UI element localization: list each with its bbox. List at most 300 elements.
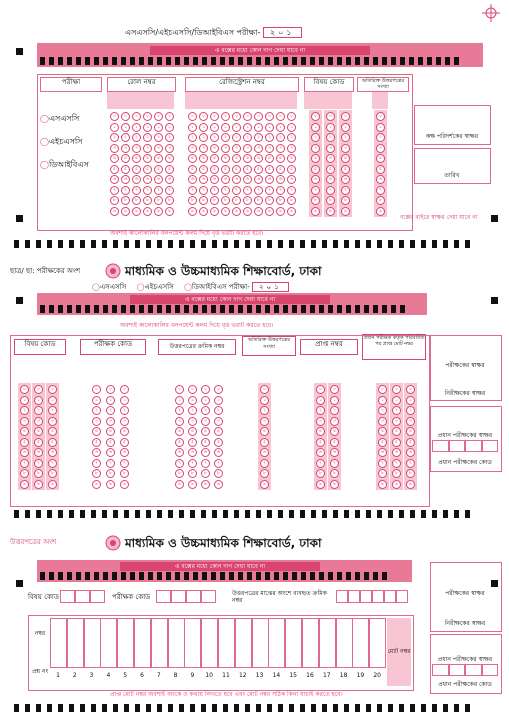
answer-bubble[interactable]: ৬ xyxy=(214,448,223,457)
marks-cell[interactable] xyxy=(319,618,336,668)
answer-bubble[interactable]: ৫ xyxy=(199,165,208,174)
answer-bubble[interactable]: ৯ xyxy=(143,207,152,216)
option-hsc-radio[interactable]: ◯ xyxy=(136,283,145,291)
answer-bubble[interactable]: ০ xyxy=(341,112,350,121)
answer-bubble[interactable]: ৯ xyxy=(175,480,184,489)
answer-bubble[interactable]: ৩ xyxy=(132,144,141,153)
answer-bubble[interactable]: ০ xyxy=(221,112,230,121)
head-code-cells[interactable] xyxy=(432,664,498,676)
answer-bubble[interactable]: ১ xyxy=(199,123,208,132)
head-sign-label[interactable]: প্রধান পরীক্ষকের স্বাক্ষর xyxy=(437,656,493,663)
answer-bubble[interactable]: ১ xyxy=(232,123,241,132)
answer-bubble[interactable]: ২ xyxy=(106,406,115,415)
exam-year-box[interactable]: ২০১ xyxy=(263,27,302,38)
answer-bubble[interactable]: ৮ xyxy=(154,196,163,205)
answer-bubble[interactable]: ৪ xyxy=(341,154,350,163)
answer-bubble[interactable]: ৯ xyxy=(392,480,401,489)
exam-year-box[interactable]: ২০১ xyxy=(252,282,289,292)
answer-bubble[interactable]: ৮ xyxy=(143,196,152,205)
answer-bubble[interactable]: ৬ xyxy=(376,175,385,184)
answer-bubble[interactable]: ৫ xyxy=(276,165,285,174)
marks-cell[interactable] xyxy=(117,618,134,668)
answer-bubble[interactable]: ০ xyxy=(260,385,269,394)
answer-bubble[interactable]: ৩ xyxy=(376,144,385,153)
answer-bubble[interactable]: ৭ xyxy=(188,459,197,468)
answer-bubble[interactable]: ৮ xyxy=(121,196,130,205)
answer-bubble[interactable]: ১ xyxy=(406,396,415,405)
answer-bubble[interactable]: ৭ xyxy=(221,186,230,195)
answer-bubble[interactable]: ০ xyxy=(311,112,320,121)
answer-bubble[interactable]: ৪ xyxy=(175,427,184,436)
answer-bubble[interactable]: ৬ xyxy=(48,448,57,457)
answer-bubble[interactable]: ২ xyxy=(34,406,43,415)
answer-bubble[interactable]: ৩ xyxy=(254,144,263,153)
answer-bubble[interactable]: ৫ xyxy=(287,165,296,174)
answer-bubble[interactable]: ৩ xyxy=(311,144,320,153)
answer-bubble[interactable]: ১ xyxy=(210,123,219,132)
answer-bubble[interactable]: ৯ xyxy=(254,207,263,216)
answer-bubble[interactable]: ৫ xyxy=(341,165,350,174)
answer-bubble[interactable]: ০ xyxy=(199,112,208,121)
answer-bubble[interactable]: ৮ xyxy=(392,469,401,478)
answer-bubble[interactable]: ০ xyxy=(254,112,263,121)
answer-bubble[interactable]: ০ xyxy=(175,385,184,394)
answer-bubble[interactable]: ২ xyxy=(110,133,119,142)
marks-cell[interactable] xyxy=(218,618,235,668)
answer-bubble[interactable]: ৮ xyxy=(92,469,101,478)
answer-bubble[interactable]: ৩ xyxy=(120,417,129,426)
marks-cell[interactable] xyxy=(369,618,386,668)
answer-bubble[interactable]: ৭ xyxy=(199,186,208,195)
answer-bubble[interactable]: ৭ xyxy=(20,459,29,468)
answer-bubble[interactable]: ৫ xyxy=(106,438,115,447)
answer-bubble[interactable]: ৭ xyxy=(110,186,119,195)
marks-cell[interactable] xyxy=(201,618,218,668)
answer-bubble[interactable]: ০ xyxy=(210,112,219,121)
answer-bubble[interactable]: ১ xyxy=(214,396,223,405)
answer-bubble[interactable]: ৪ xyxy=(378,427,387,436)
answer-bubble[interactable]: ১ xyxy=(243,123,252,132)
answer-bubble[interactable]: ০ xyxy=(214,385,223,394)
answer-bubble[interactable]: ৭ xyxy=(132,186,141,195)
answer-bubble[interactable]: ০ xyxy=(392,385,401,394)
answer-bubble[interactable]: ৬ xyxy=(199,175,208,184)
answer-bubble[interactable]: ৮ xyxy=(20,469,29,478)
answer-bubble[interactable]: ৩ xyxy=(287,144,296,153)
roll-writein[interactable] xyxy=(107,92,174,109)
answer-bubble[interactable]: ৫ xyxy=(188,438,197,447)
answer-bubble[interactable]: ০ xyxy=(154,112,163,121)
answer-bubble[interactable]: ২ xyxy=(378,406,387,415)
answer-bubble[interactable]: ৯ xyxy=(221,207,230,216)
answer-bubble[interactable]: ৯ xyxy=(210,207,219,216)
answer-bubble[interactable]: ৯ xyxy=(120,480,129,489)
marks-cell[interactable] xyxy=(252,618,269,668)
answer-bubble[interactable]: ৩ xyxy=(243,144,252,153)
answer-bubble[interactable]: ৩ xyxy=(175,417,184,426)
answer-bubble[interactable]: ২ xyxy=(330,406,339,415)
answer-bubble[interactable]: ৭ xyxy=(201,459,210,468)
answer-bubble[interactable]: ৬ xyxy=(276,175,285,184)
answer-bubble[interactable]: ৯ xyxy=(92,480,101,489)
answer-bubble[interactable]: ১ xyxy=(326,123,335,132)
answer-bubble[interactable]: ৪ xyxy=(110,154,119,163)
answer-bubble[interactable]: ৮ xyxy=(326,196,335,205)
answer-bubble[interactable]: ৯ xyxy=(34,480,43,489)
answer-bubble[interactable]: ৩ xyxy=(188,417,197,426)
marks-cell[interactable] xyxy=(235,618,252,668)
answer-bubble[interactable]: ৭ xyxy=(214,459,223,468)
option-ssc-radio[interactable]: ◯ xyxy=(92,283,100,291)
answer-bubble[interactable]: ৮ xyxy=(165,196,174,205)
answer-bubble[interactable]: ২ xyxy=(120,406,129,415)
answer-bubble[interactable]: ৯ xyxy=(214,480,223,489)
answer-bubble[interactable]: ৬ xyxy=(106,448,115,457)
answer-bubble[interactable]: ৫ xyxy=(260,438,269,447)
answer-bubble[interactable]: ৯ xyxy=(188,480,197,489)
answer-bubble[interactable]: ৫ xyxy=(120,438,129,447)
answer-bubble[interactable]: ০ xyxy=(120,385,129,394)
answer-bubble[interactable]: ৪ xyxy=(188,427,197,436)
answer-bubble[interactable]: ৪ xyxy=(214,427,223,436)
answer-bubble[interactable]: ৭ xyxy=(276,186,285,195)
answer-bubble[interactable]: ৬ xyxy=(154,175,163,184)
answer-bubble[interactable]: ৮ xyxy=(287,196,296,205)
answer-bubble[interactable]: ৮ xyxy=(330,469,339,478)
answer-bubble[interactable]: ৪ xyxy=(376,154,385,163)
marks-cell[interactable] xyxy=(184,618,201,668)
answer-bubble[interactable]: ৮ xyxy=(120,469,129,478)
answer-bubble[interactable]: ৬ xyxy=(232,175,241,184)
answer-bubble[interactable]: ১ xyxy=(48,396,57,405)
answer-bubble[interactable]: ৩ xyxy=(92,417,101,426)
answer-bubble[interactable]: ৬ xyxy=(406,448,415,457)
answer-bubble[interactable]: ৫ xyxy=(188,165,197,174)
answer-bubble[interactable]: ০ xyxy=(48,385,57,394)
answer-bubble[interactable]: ২ xyxy=(48,406,57,415)
answer-bubble[interactable]: ৮ xyxy=(341,196,350,205)
answer-bubble[interactable]: ২ xyxy=(326,133,335,142)
answer-bubble[interactable]: ৭ xyxy=(121,186,130,195)
answer-bubble[interactable]: ৭ xyxy=(34,459,43,468)
serial-cells[interactable] xyxy=(336,590,408,603)
answer-bubble[interactable]: ৮ xyxy=(110,196,119,205)
answer-bubble[interactable]: ৭ xyxy=(326,186,335,195)
answer-bubble[interactable]: ৪ xyxy=(232,154,241,163)
answer-bubble[interactable]: ১ xyxy=(287,123,296,132)
answer-bubble[interactable]: ৬ xyxy=(311,175,320,184)
answer-bubble[interactable]: ৭ xyxy=(341,186,350,195)
answer-bubble[interactable]: ৫ xyxy=(378,438,387,447)
answer-bubble[interactable]: ৭ xyxy=(378,459,387,468)
answer-bubble[interactable]: ৬ xyxy=(378,448,387,457)
answer-bubble[interactable]: ৫ xyxy=(406,438,415,447)
answer-bubble[interactable]: ৯ xyxy=(188,207,197,216)
answer-bubble[interactable]: ১ xyxy=(378,396,387,405)
answer-bubble[interactable]: ৩ xyxy=(110,144,119,153)
answer-bubble[interactable]: ২ xyxy=(341,133,350,142)
answer-bubble[interactable]: ২ xyxy=(276,133,285,142)
answer-bubble[interactable]: ৯ xyxy=(132,207,141,216)
answer-bubble[interactable]: ৪ xyxy=(210,154,219,163)
answer-bubble[interactable]: ৮ xyxy=(34,469,43,478)
marks-cell[interactable] xyxy=(100,618,117,668)
answer-bubble[interactable]: ৬ xyxy=(201,448,210,457)
answer-bubble[interactable]: ৭ xyxy=(311,186,320,195)
answer-bubble[interactable]: ৭ xyxy=(188,186,197,195)
answer-bubble[interactable]: ০ xyxy=(110,112,119,121)
answer-bubble[interactable]: ৫ xyxy=(316,438,325,447)
answer-bubble[interactable]: ৯ xyxy=(311,207,320,216)
answer-bubble[interactable]: ৫ xyxy=(132,165,141,174)
answer-bubble[interactable]: ২ xyxy=(143,133,152,142)
answer-bubble[interactable]: ২ xyxy=(201,406,210,415)
answer-bubble[interactable]: ৩ xyxy=(276,144,285,153)
answer-bubble[interactable]: ০ xyxy=(92,385,101,394)
answer-bubble[interactable]: ৮ xyxy=(188,196,197,205)
answer-bubble[interactable]: ৭ xyxy=(154,186,163,195)
option-dibs-radio[interactable]: ◯ xyxy=(184,283,192,291)
answer-bubble[interactable]: ৬ xyxy=(330,448,339,457)
answer-bubble[interactable]: ৩ xyxy=(406,417,415,426)
answer-bubble[interactable]: ৭ xyxy=(330,459,339,468)
answer-bubble[interactable]: ৫ xyxy=(376,165,385,174)
answer-bubble[interactable]: ৬ xyxy=(254,175,263,184)
answer-bubble[interactable]: ৪ xyxy=(92,427,101,436)
answer-bubble[interactable]: ০ xyxy=(34,385,43,394)
answer-bubble[interactable]: ৪ xyxy=(406,427,415,436)
answer-bubble[interactable]: ৮ xyxy=(276,196,285,205)
answer-bubble[interactable]: ৯ xyxy=(326,207,335,216)
answer-bubble[interactable]: ৯ xyxy=(106,480,115,489)
subject-code-cells[interactable] xyxy=(60,590,105,603)
answer-bubble[interactable]: ৯ xyxy=(287,207,296,216)
answer-bubble[interactable]: ৬ xyxy=(121,175,130,184)
reg-writein[interactable] xyxy=(185,92,297,109)
answer-bubble[interactable]: ৫ xyxy=(154,165,163,174)
answer-bubble[interactable]: ৫ xyxy=(143,165,152,174)
answer-bubble[interactable]: ৩ xyxy=(378,417,387,426)
answer-bubble[interactable]: ৮ xyxy=(221,196,230,205)
marks-cell[interactable] xyxy=(168,618,185,668)
answer-bubble[interactable]: ৪ xyxy=(143,154,152,163)
answer-bubble[interactable]: ৬ xyxy=(120,448,129,457)
answer-bubble[interactable]: ৯ xyxy=(406,480,415,489)
answer-bubble[interactable]: ৬ xyxy=(243,175,252,184)
answer-bubble[interactable]: ৪ xyxy=(221,154,230,163)
answer-bubble[interactable]: ৬ xyxy=(265,175,274,184)
answer-bubble[interactable]: ৯ xyxy=(48,480,57,489)
answer-bubble[interactable]: ১ xyxy=(34,396,43,405)
answer-bubble[interactable]: ৬ xyxy=(260,448,269,457)
marks-cell[interactable] xyxy=(67,618,84,668)
answer-bubble[interactable]: ৪ xyxy=(276,154,285,163)
answer-bubble[interactable]: ৯ xyxy=(341,207,350,216)
answer-bubble[interactable]: ৫ xyxy=(311,165,320,174)
answer-bubble[interactable]: ০ xyxy=(201,385,210,394)
answer-bubble[interactable]: ৪ xyxy=(201,427,210,436)
answer-bubble[interactable]: ১ xyxy=(121,123,130,132)
answer-bubble[interactable]: ৭ xyxy=(316,459,325,468)
answer-bubble[interactable]: ৮ xyxy=(188,469,197,478)
answer-bubble[interactable]: ৪ xyxy=(48,427,57,436)
examiner-code-cells[interactable] xyxy=(156,590,216,603)
answer-bubble[interactable]: ২ xyxy=(392,406,401,415)
head-sign-label[interactable]: প্রধান পরীক্ষকের স্বাক্ষর xyxy=(437,432,493,439)
answer-bubble[interactable]: ২ xyxy=(165,133,174,142)
answer-bubble[interactable]: ১ xyxy=(265,123,274,132)
answer-bubble[interactable]: ২ xyxy=(221,133,230,142)
answer-bubble[interactable]: ০ xyxy=(287,112,296,121)
answer-bubble[interactable]: ৮ xyxy=(254,196,263,205)
answer-bubble[interactable]: ৪ xyxy=(311,154,320,163)
answer-bubble[interactable]: ২ xyxy=(188,406,197,415)
answer-bubble[interactable]: ৪ xyxy=(165,154,174,163)
answer-bubble[interactable]: ২ xyxy=(92,406,101,415)
answer-bubble[interactable]: ৩ xyxy=(221,144,230,153)
answer-bubble[interactable]: ২ xyxy=(154,133,163,142)
answer-bubble[interactable]: ৮ xyxy=(243,196,252,205)
answer-bubble[interactable]: ৬ xyxy=(132,175,141,184)
answer-bubble[interactable]: ৯ xyxy=(154,207,163,216)
answer-bubble[interactable]: ০ xyxy=(406,385,415,394)
exam-option-dibs[interactable]: ◯ডিআইবিএস xyxy=(40,160,89,169)
answer-bubble[interactable]: ৩ xyxy=(330,417,339,426)
answer-bubble[interactable]: ৪ xyxy=(330,427,339,436)
answer-bubble[interactable]: ৪ xyxy=(121,154,130,163)
answer-bubble[interactable]: ১ xyxy=(92,396,101,405)
answer-bubble[interactable]: ৫ xyxy=(254,165,263,174)
answer-bubble[interactable]: ৮ xyxy=(406,469,415,478)
answer-bubble[interactable]: ৩ xyxy=(210,144,219,153)
answer-bubble[interactable]: ৯ xyxy=(20,480,29,489)
answer-bubble[interactable]: ৬ xyxy=(221,175,230,184)
answer-bubble[interactable]: ৩ xyxy=(199,144,208,153)
answer-bubble[interactable]: ৪ xyxy=(106,427,115,436)
answer-bubble[interactable]: ০ xyxy=(265,112,274,121)
marks-cell[interactable] xyxy=(151,618,168,668)
answer-bubble[interactable]: ৫ xyxy=(326,165,335,174)
answer-bubble[interactable]: ০ xyxy=(376,112,385,121)
marks-cell[interactable] xyxy=(84,618,101,668)
answer-bubble[interactable]: ৯ xyxy=(376,207,385,216)
answer-bubble[interactable]: ৯ xyxy=(243,207,252,216)
answer-bubble[interactable]: ০ xyxy=(378,385,387,394)
answer-bubble[interactable]: ৯ xyxy=(165,207,174,216)
answer-bubble[interactable]: ২ xyxy=(254,133,263,142)
extra-writein[interactable] xyxy=(372,92,388,109)
answer-bubble[interactable]: ৭ xyxy=(232,186,241,195)
answer-bubble[interactable]: ০ xyxy=(143,112,152,121)
answer-bubble[interactable]: ২ xyxy=(316,406,325,415)
answer-bubble[interactable]: ৬ xyxy=(341,175,350,184)
answer-bubble[interactable]: ২ xyxy=(175,406,184,415)
answer-bubble[interactable]: ২ xyxy=(199,133,208,142)
answer-bubble[interactable]: ৬ xyxy=(287,175,296,184)
marks-cell[interactable] xyxy=(302,618,319,668)
answer-bubble[interactable]: ৩ xyxy=(260,417,269,426)
answer-bubble[interactable]: ৮ xyxy=(175,469,184,478)
answer-bubble[interactable]: ৭ xyxy=(210,186,219,195)
answer-bubble[interactable]: ১ xyxy=(260,396,269,405)
answer-bubble[interactable]: ৭ xyxy=(265,186,274,195)
answer-bubble[interactable]: ৪ xyxy=(326,154,335,163)
answer-bubble[interactable]: ৫ xyxy=(330,438,339,447)
answer-bubble[interactable]: ৮ xyxy=(199,196,208,205)
answer-bubble[interactable]: ৩ xyxy=(214,417,223,426)
answer-bubble[interactable]: ১ xyxy=(311,123,320,132)
answer-bubble[interactable]: ২ xyxy=(214,406,223,415)
answer-bubble[interactable]: ৩ xyxy=(316,417,325,426)
answer-bubble[interactable]: ৪ xyxy=(254,154,263,163)
answer-bubble[interactable]: ৬ xyxy=(165,175,174,184)
answer-bubble[interactable]: ৩ xyxy=(106,417,115,426)
answer-bubble[interactable]: ১ xyxy=(221,123,230,132)
answer-bubble[interactable]: ৮ xyxy=(260,469,269,478)
answer-bubble[interactable]: ৪ xyxy=(265,154,274,163)
answer-bubble[interactable]: ৫ xyxy=(243,165,252,174)
answer-bubble[interactable]: ৫ xyxy=(201,438,210,447)
answer-bubble[interactable]: ৮ xyxy=(210,196,219,205)
answer-bubble[interactable]: ২ xyxy=(210,133,219,142)
marks-cell[interactable] xyxy=(336,618,353,668)
answer-bubble[interactable]: ৬ xyxy=(392,448,401,457)
answer-bubble[interactable]: ৬ xyxy=(20,448,29,457)
answer-bubble[interactable]: ১ xyxy=(110,123,119,132)
answer-bubble[interactable]: ৭ xyxy=(165,186,174,195)
answer-bubble[interactable]: ৪ xyxy=(20,427,29,436)
answer-bubble[interactable]: ৯ xyxy=(316,480,325,489)
marks-cell[interactable] xyxy=(50,618,67,668)
answer-bubble[interactable]: ১ xyxy=(120,396,129,405)
reviewer-sign-label[interactable]: নিরীক্ষকের স্বাক্ষর xyxy=(444,390,486,397)
answer-bubble[interactable]: ৩ xyxy=(20,417,29,426)
answer-bubble[interactable]: ১ xyxy=(188,123,197,132)
answer-bubble[interactable]: ৯ xyxy=(110,207,119,216)
answer-bubble[interactable]: ৬ xyxy=(92,448,101,457)
answer-bubble[interactable]: ৩ xyxy=(232,144,241,153)
answer-bubble[interactable]: ০ xyxy=(326,112,335,121)
answer-bubble[interactable]: ৬ xyxy=(143,175,152,184)
answer-bubble[interactable]: ৬ xyxy=(316,448,325,457)
answer-bubble[interactable]: ২ xyxy=(20,406,29,415)
answer-bubble[interactable]: ৮ xyxy=(214,469,223,478)
answer-bubble[interactable]: ৬ xyxy=(110,175,119,184)
head-code-cells[interactable] xyxy=(432,440,498,452)
answer-bubble[interactable]: ৩ xyxy=(392,417,401,426)
answer-bubble[interactable]: ২ xyxy=(132,133,141,142)
answer-bubble[interactable]: ৯ xyxy=(232,207,241,216)
answer-bubble[interactable]: ২ xyxy=(260,406,269,415)
answer-bubble[interactable]: ১ xyxy=(330,396,339,405)
answer-bubble[interactable]: ৭ xyxy=(120,459,129,468)
answer-bubble[interactable]: ৪ xyxy=(199,154,208,163)
answer-bubble[interactable]: ৮ xyxy=(311,196,320,205)
answer-bubble[interactable]: ৮ xyxy=(48,469,57,478)
answer-bubble[interactable]: ৭ xyxy=(376,186,385,195)
answer-bubble[interactable]: ৮ xyxy=(232,196,241,205)
answer-bubble[interactable]: ৩ xyxy=(188,144,197,153)
answer-bubble[interactable]: ১ xyxy=(201,396,210,405)
answer-bubble[interactable]: ৯ xyxy=(276,207,285,216)
answer-bubble[interactable]: ৪ xyxy=(287,154,296,163)
reviewer-sign-label[interactable]: নিরীক্ষকের স্বাক্ষর xyxy=(444,620,486,627)
answer-bubble[interactable]: ১ xyxy=(175,396,184,405)
answer-bubble[interactable]: ৭ xyxy=(392,459,401,468)
answer-bubble[interactable]: ৯ xyxy=(260,480,269,489)
answer-bubble[interactable]: ৩ xyxy=(326,144,335,153)
answer-bubble[interactable]: ৬ xyxy=(34,448,43,457)
